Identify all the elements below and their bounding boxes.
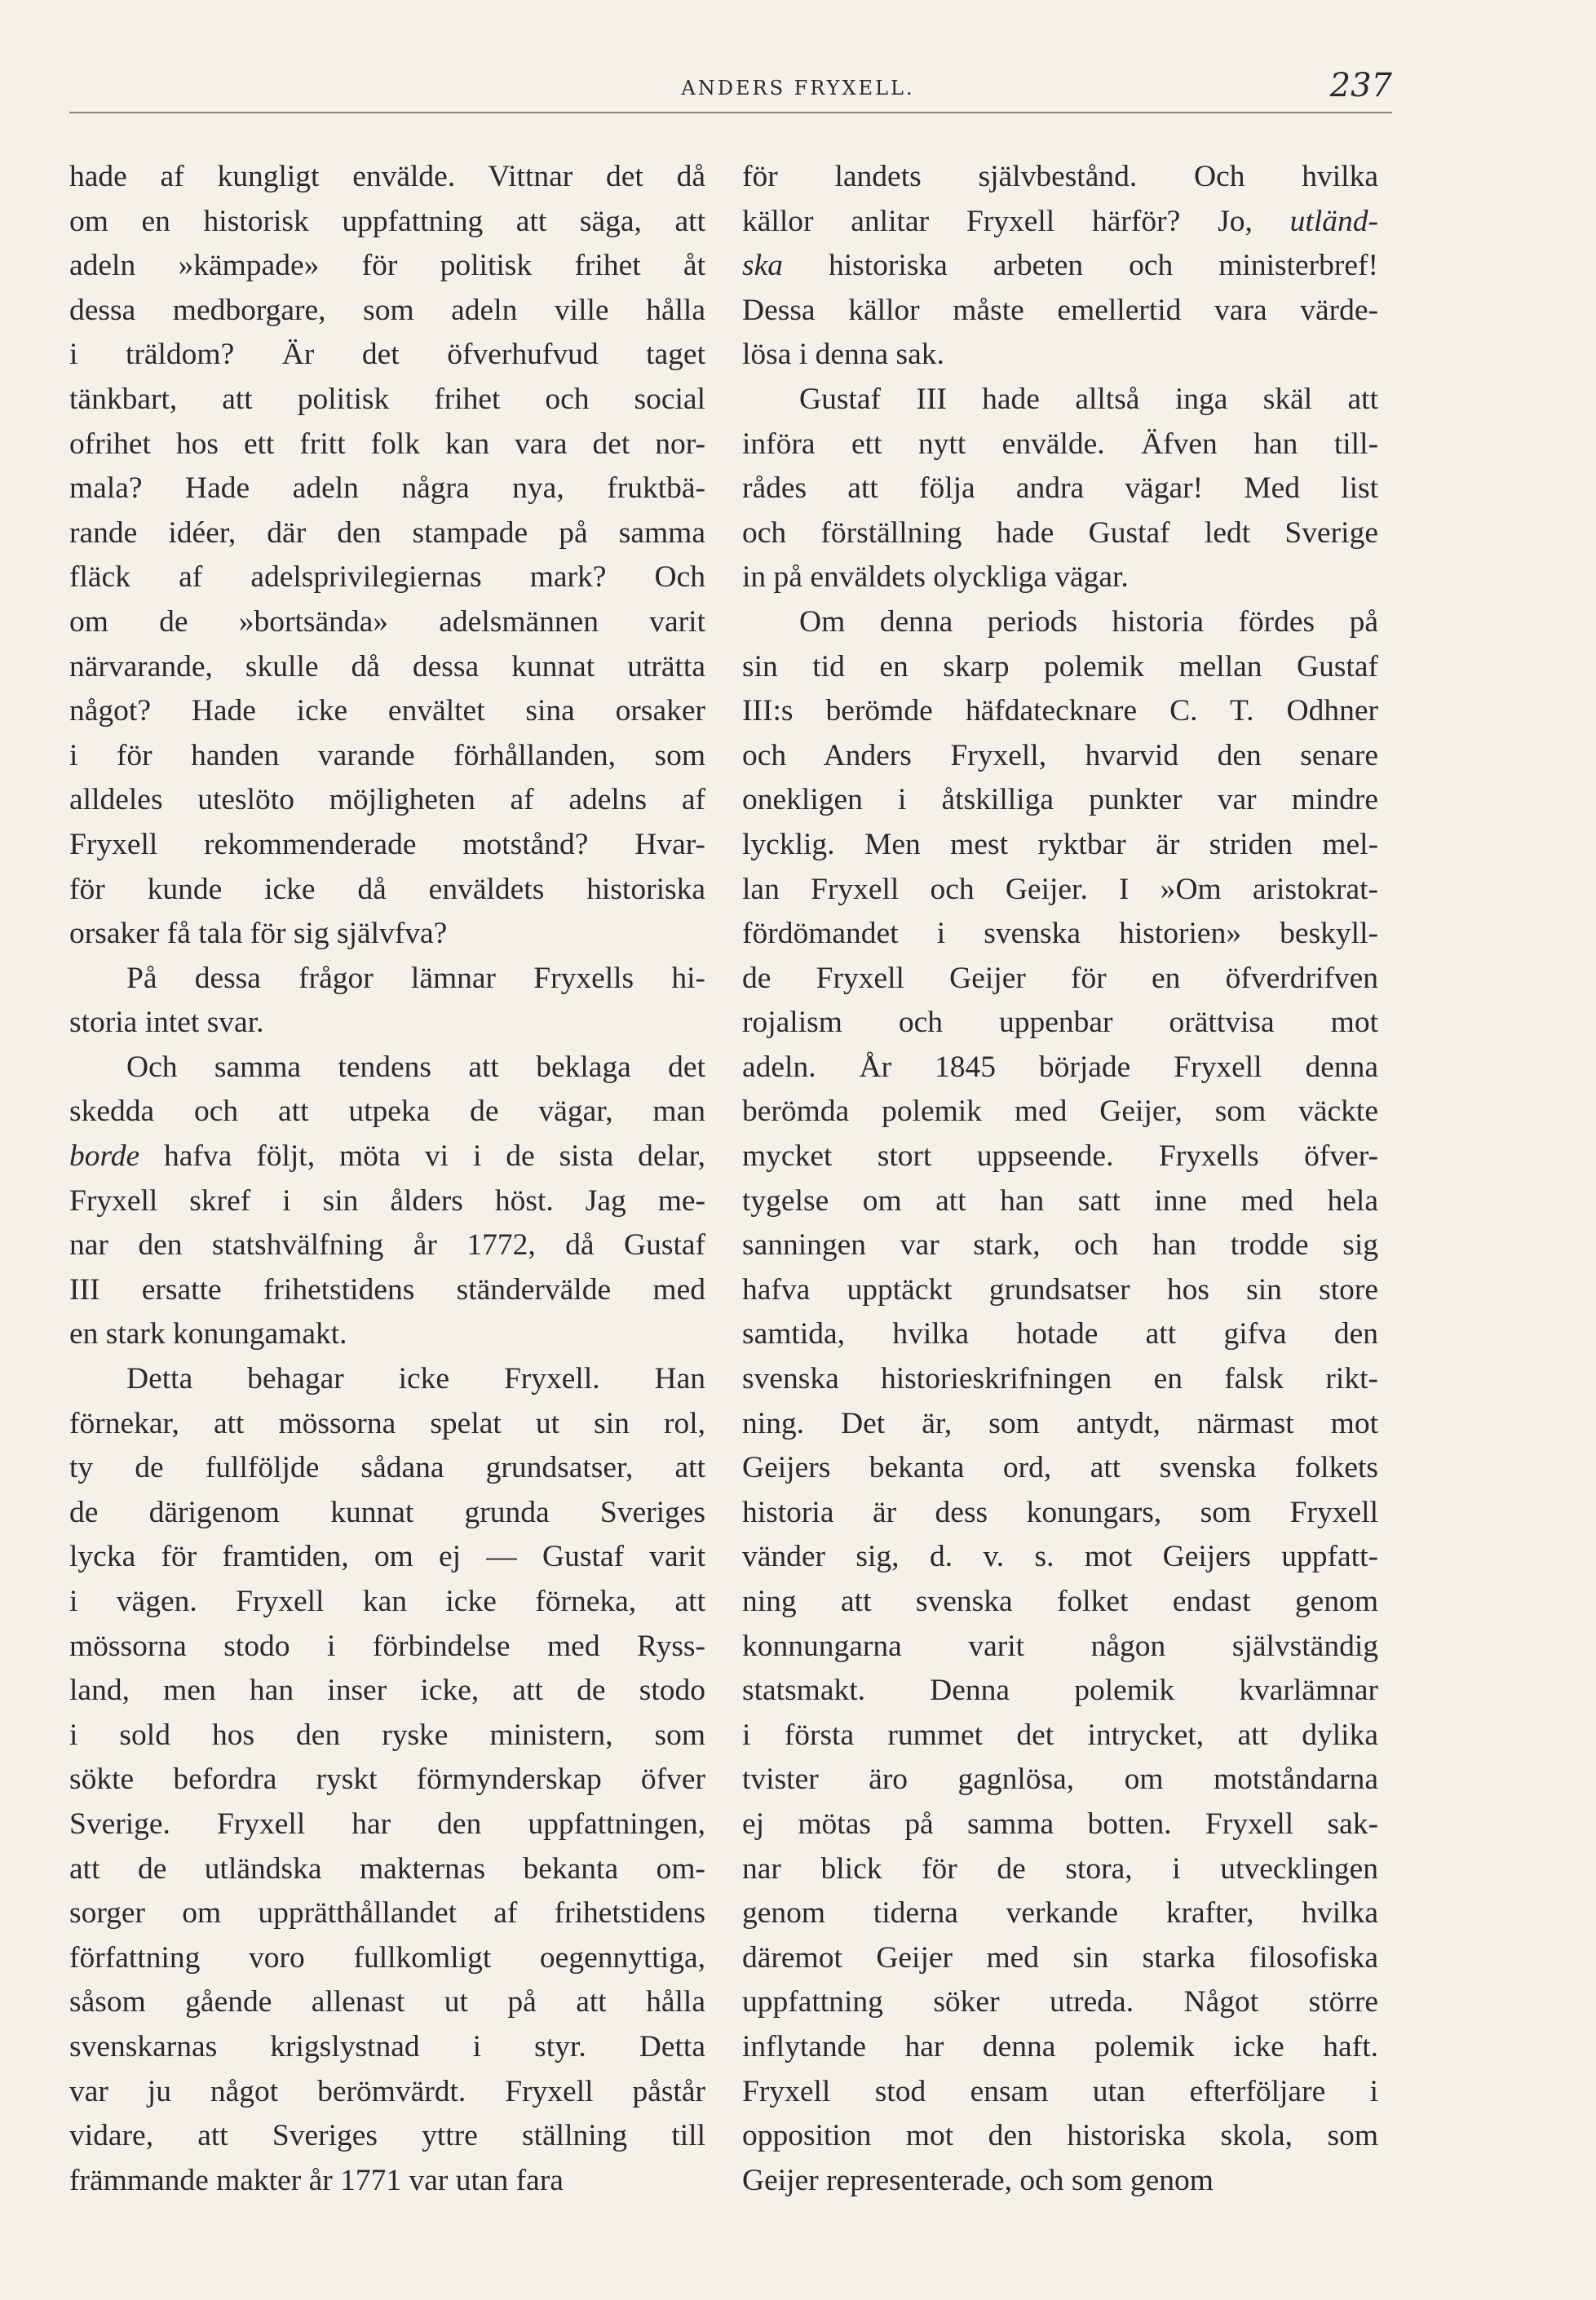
text-line: att de utländska makternas bekanta om- <box>69 1851 705 1886</box>
text-line: land, men han inser icke, att de stodo <box>69 1674 705 1708</box>
text-line: svenskarnas krigslystnad i styr. Detta <box>69 2029 705 2063</box>
text-line: lycklig. Men mest ryktbar är striden mel- <box>742 827 1378 861</box>
text-line: nar den statshvälfning år 1772, då Gustaf <box>69 1228 705 1263</box>
text-line: adeln. År 1845 började Fryxell denna <box>742 1050 1378 1084</box>
paragraph <box>742 600 1378 2203</box>
text-line: På dessa frågor lämnar Fryxells hi- <box>126 961 705 995</box>
text-line: något? Hade icke envältet sina orsaker <box>69 694 705 728</box>
text-line: Sverige. Fryxell har den uppfattningen, <box>69 1807 705 1841</box>
text-line: källor anlitar Fryxell härför? Jo, utländ- <box>742 204 1378 238</box>
text-line: de Fryxell Geijer för en öfverdrifven <box>742 961 1378 995</box>
text-line: mössorna stodo i förbindelse med Ryss- <box>69 1629 705 1663</box>
running-title: ANDERS FRYXELL. <box>681 77 915 100</box>
text-line: vidare, att Sveriges yttre ställning till <box>69 2119 705 2153</box>
page-number: 237 <box>1329 67 1392 104</box>
header-rule <box>69 112 1392 113</box>
text-line: tvister äro gagnlösa, om motståndarna <box>742 1763 1378 1797</box>
paragraph <box>69 1357 705 2203</box>
text-line: de därigenom kunnat grunda Sveriges <box>69 1495 705 1529</box>
paragraph <box>742 378 1378 600</box>
text-line: i för handen varande förhållanden, som <box>69 738 705 772</box>
text-line: tänkbart, att politisk frihet och social <box>69 382 705 416</box>
text-line: konnungarna varit någon självständig <box>742 1629 1378 1663</box>
right-column <box>742 155 1378 2203</box>
text-line: opposition mot den historiska skola, som <box>742 2119 1378 2153</box>
text-line: främmande makter år 1771 var utan fara <box>69 2163 564 2197</box>
text-line: sorger om upprätthållandet af frihetstidens <box>69 1896 705 1931</box>
text-line: Geijers bekanta ord, att svenska folkets <box>742 1451 1378 1485</box>
text-line: var ju något berömvärdt. Fryxell påstår <box>69 2074 705 2108</box>
text-line: ska historiska arbeten och ministerbref! <box>742 249 1378 283</box>
text-line: Fryxell rekommenderade motstånd? Hvar- <box>69 827 705 861</box>
text-line: hafva upptäckt grundsatser hos sin store <box>742 1272 1378 1307</box>
text-line: och förställning hade Gustaf ledt Sverige <box>742 515 1378 550</box>
text-line: Fryxell skref i sin ålders höst. Jag me- <box>69 1183 705 1218</box>
text-line: om de »bortsända» adelsmännen varit <box>69 604 705 639</box>
text-line: Dessa källor måste emellertid vara värde- <box>742 293 1378 327</box>
text-line: tygelse om att han satt inne med hela <box>742 1183 1378 1218</box>
text-line: hade af kungligt envälde. Vittnar det då <box>69 160 705 193</box>
text-line: ej mötas på samma botten. Fryxell sak- <box>742 1807 1378 1841</box>
text-line: mycket stort uppseende. Fryxells öfver- <box>742 1139 1378 1174</box>
text-line: lycka för framtiden, om ej — Gustaf varit <box>69 1540 705 1574</box>
text-line: närvarande, skulle då dessa kunnat uträtta <box>69 649 705 683</box>
text-line: mala? Hade adeln några nya, fruktbä- <box>69 471 705 506</box>
text-line: i sold hos den ryske ministern, som <box>69 1718 705 1752</box>
text-line: in på enväldets olyckliga vägar. <box>742 560 1129 595</box>
text-line: Fryxell stod ensam utan efterföljare i <box>742 2074 1378 2108</box>
text-line: lösa i denna sak. <box>742 338 944 372</box>
text-line: för landets självbestånd. Och hvilka <box>742 160 1378 193</box>
paragraph <box>742 155 1378 378</box>
text-line: vänder sig, d. v. s. mot Geijers uppfatt- <box>742 1540 1378 1574</box>
text-line: skedda och att utpeka de vägar, man <box>69 1095 705 1129</box>
text-line: Gustaf III hade alltså inga skäl att <box>799 382 1378 416</box>
text-line: ty de fullföljde sådana grundsatser, att <box>69 1451 705 1485</box>
text-line: Detta behagar icke Fryxell. Han <box>126 1362 705 1396</box>
text-line: såsom gående allenast ut på att hålla <box>69 1985 705 2019</box>
text-line: historia är dess konungars, som Fryxell <box>742 1495 1378 1529</box>
text-line: och Anders Fryxell, hvarvid den senare <box>742 738 1378 772</box>
running-head <box>0 67 1596 104</box>
text-line: uppfattning söker utreda. Något större <box>742 1985 1378 2019</box>
text-line: för kunde icke då enväldets historiska <box>69 872 705 906</box>
text-line: i vägen. Fryxell kan icke förneka, att <box>69 1585 705 1618</box>
text-line: svenska historieskrifningen en falsk rikt- <box>742 1362 1378 1396</box>
text-line: författning voro fullkomligt oegennyttiga, <box>69 1940 705 1975</box>
text-line: III ersatte frihetstidens ständervälde med <box>69 1272 705 1307</box>
text-line: onekligen i åtskilliga punkter var mindre <box>742 783 1378 817</box>
text-line: en stark konungamakt. <box>69 1317 347 1351</box>
text-line: i träldom? Är det öfverhufvud taget <box>69 338 705 372</box>
text-line: ning. Det är, som antydt, närmast mot <box>742 1406 1378 1440</box>
text-line: adeln »kämpade» för politisk frihet åt <box>69 249 705 283</box>
text-line: III:s berömde häfdatecknare C. T. Odhner <box>742 694 1378 728</box>
text-line: storia intet svar. <box>69 1006 264 1040</box>
text-line: fläck af adelsprivilegiernas mark? Och <box>69 560 705 595</box>
text-line: Och samma tendens att beklaga det <box>126 1050 705 1084</box>
text-line: ning att svenska folket endast genom <box>742 1585 1378 1618</box>
text-line: samtida, hvilka hotade att gifva den <box>742 1317 1378 1351</box>
text-line: inflytande har denna polemik icke haft. <box>742 2029 1378 2063</box>
text-line: sanningen var stark, och han trodde sig <box>742 1228 1378 1263</box>
text-line: berömda polemik med Geijer, som väckte <box>742 1095 1378 1129</box>
text-line: alldeles uteslöto möjligheten af adelns af <box>69 783 705 817</box>
text-line: däremot Geijer med sin starka filosofiska <box>742 1940 1378 1975</box>
text-line: sin tid en skarp polemik mellan Gustaf <box>742 649 1378 683</box>
text-line: ofrihet hos ett fritt folk kan vara det nor- <box>69 427 705 461</box>
paragraph <box>69 155 705 957</box>
text-line: lan Fryxell och Geijer. I »Om aristokrat- <box>742 872 1378 906</box>
text-line: statsmakt. Denna polemik kvarlämnar <box>742 1674 1378 1708</box>
text-line: rojalism och uppenbar orättvisa mot <box>742 1006 1378 1040</box>
text-line: borde hafva följt, möta vi i de sista delar, <box>69 1139 705 1174</box>
text-line: genom tiderna verkande krafter, hvilka <box>742 1896 1378 1931</box>
text-line: förnekar, att mössorna spelat ut sin rol, <box>69 1406 705 1440</box>
text-line: införa ett nytt envälde. Äfven han till- <box>742 427 1378 461</box>
text-line: Om denna periods historia fördes på <box>799 604 1378 639</box>
text-line: rande idéer, där den stampade på samma <box>69 515 705 550</box>
text-line: fördömandet i svenska historien» beskyll- <box>742 917 1378 951</box>
text-line: i första rummet det intrycket, att dylika <box>742 1718 1378 1752</box>
text-line: rådes att följa andra vägar! Med list <box>742 471 1378 506</box>
left-column <box>69 155 705 2203</box>
text-line: dessa medborgare, som adeln ville hålla <box>69 293 705 327</box>
text-line: nar blick för de stora, i utvecklingen <box>742 1851 1378 1886</box>
text-line: sökte befordra ryskt förmynderskap öfver <box>69 1763 705 1797</box>
paragraph <box>69 1046 705 1357</box>
text-line: orsaker få tala för sig självfva? <box>69 917 448 951</box>
text-line: Geijer representerade, och som genom <box>742 2163 1214 2197</box>
text-line: om en historisk uppfattning att säga, att <box>69 204 705 238</box>
paragraph <box>69 957 705 1046</box>
